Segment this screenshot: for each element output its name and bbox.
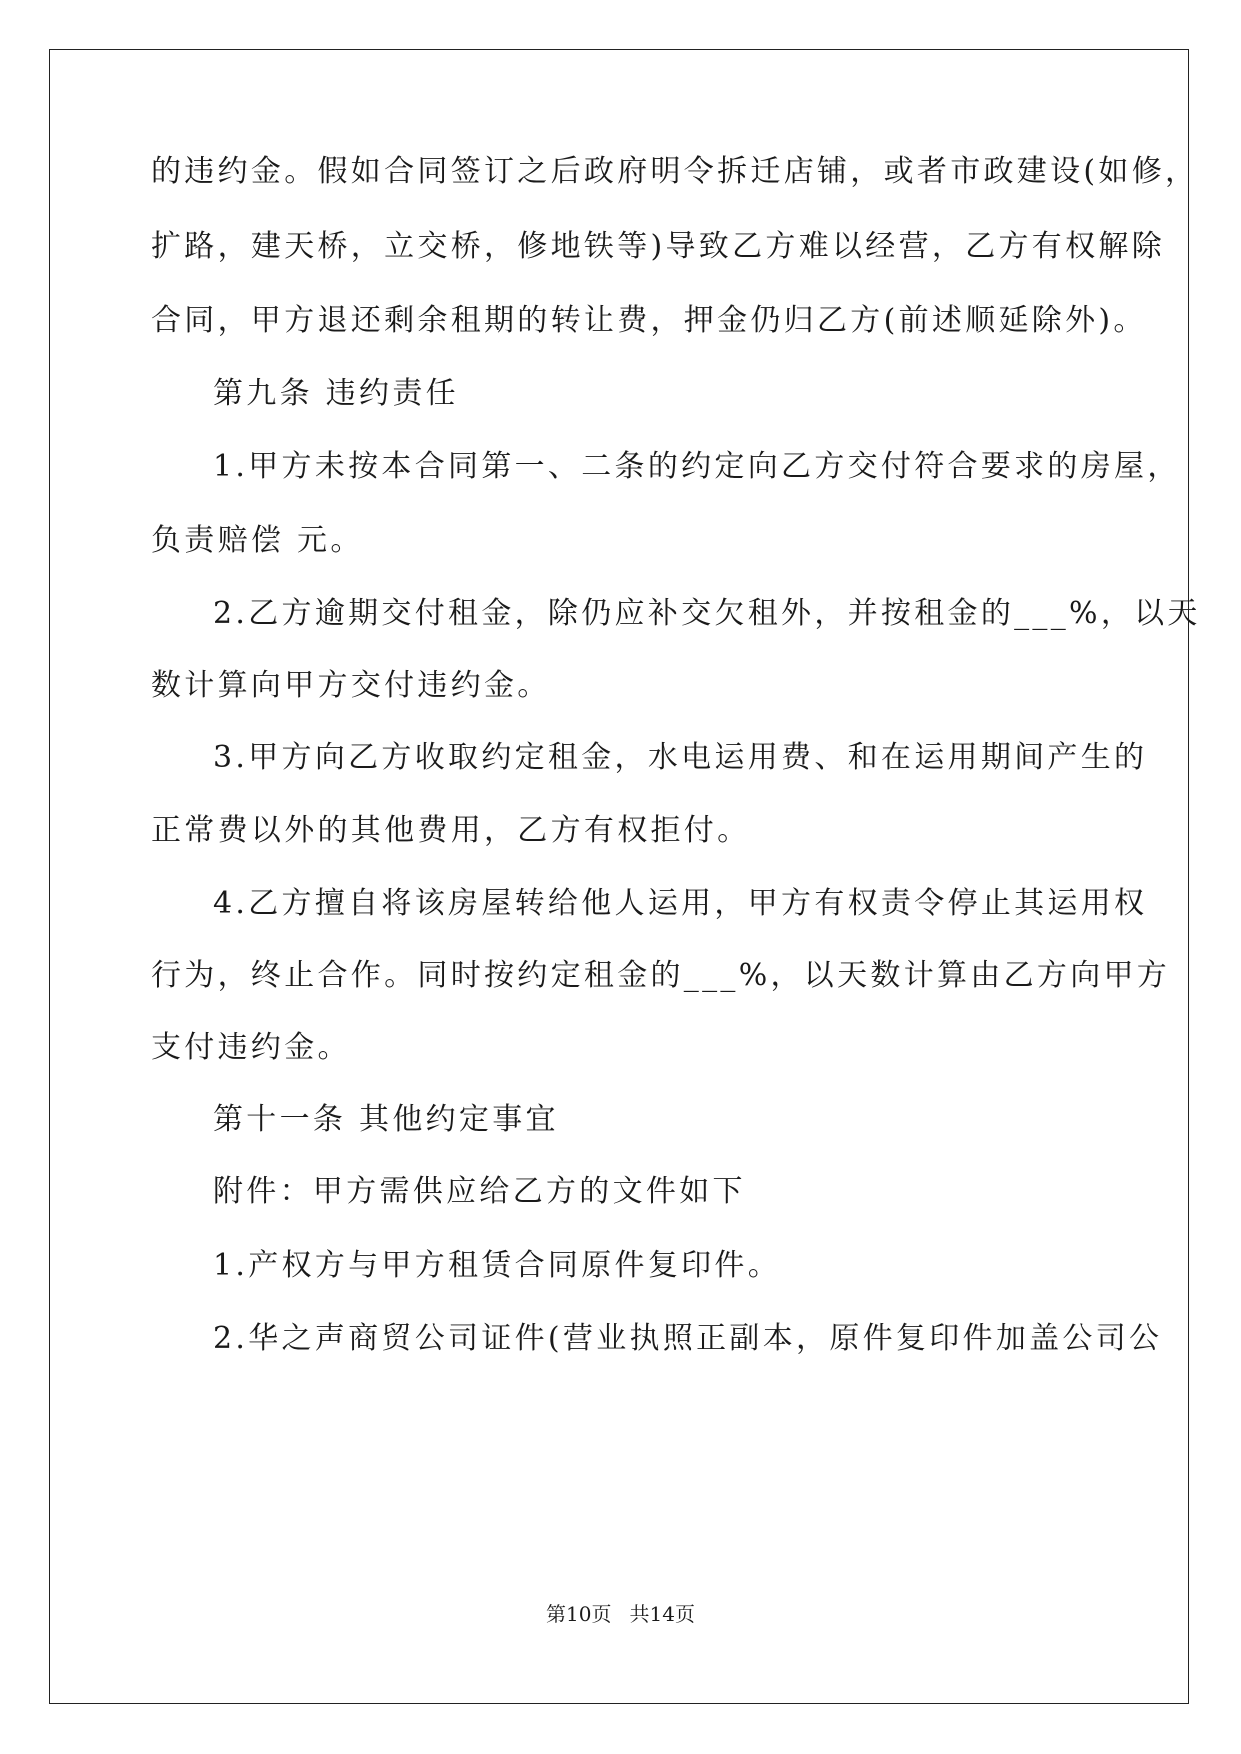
body-text-line: 行为，终止合作。同时按约定租金的___%，以天数计算由乙方向甲方 <box>151 958 1171 993</box>
body-text-line: 2.乙方逾期交付租金，除仍应补交欠租外，并按租金的___%，以天 <box>213 596 1201 631</box>
page-footer <box>0 1602 1241 1626</box>
body-text-line: 负责赔偿 元。 <box>151 523 364 558</box>
body-text-line: 合同，甲方退还剩余租期的转让费，押金仍归乙方(前述顺延除外)。 <box>151 303 1147 338</box>
section-heading: 第九条 违约责任 <box>213 376 459 411</box>
page-number: 第10页 <box>546 1602 612 1626</box>
body-text-line: 3.甲方向乙方收取约定租金，水电运用费、和在运用期间产生的 <box>213 740 1148 775</box>
body-text-line: 1.甲方未按本合同第一、二条的约定向乙方交付符合要求的房屋， <box>213 449 1181 484</box>
body-text-line: 1.产权方与甲方租赁合同原件复印件。 <box>213 1248 782 1283</box>
body-text-line: 附件：甲方需供应给乙方的文件如下 <box>213 1174 746 1209</box>
body-text-line: 扩路，建天桥，立交桥，修地铁等)导致乙方难以经营，乙方有权解除 <box>151 229 1166 264</box>
page-border <box>49 49 1189 1704</box>
body-text-line: 2.华之声商贸公司证件(营业执照正副本，原件复印件加盖公司公 <box>213 1321 1163 1356</box>
section-heading: 第十一条 其他约定事宜 <box>213 1102 559 1137</box>
body-text-line: 4.乙方擅自将该房屋转给他人运用，甲方有权责令停止其运用权 <box>213 886 1148 921</box>
page-total: 共14页 <box>629 1602 695 1626</box>
body-text-line: 支付违约金。 <box>151 1030 351 1065</box>
body-text-line: 正常费以外的其他费用，乙方有权拒付。 <box>151 813 751 848</box>
body-text-line: 数计算向甲方交付违约金。 <box>151 668 551 703</box>
body-text-line: 的违约金。假如合同签订之后政府明令拆迁店铺，或者市政建设(如修， <box>151 154 1199 189</box>
